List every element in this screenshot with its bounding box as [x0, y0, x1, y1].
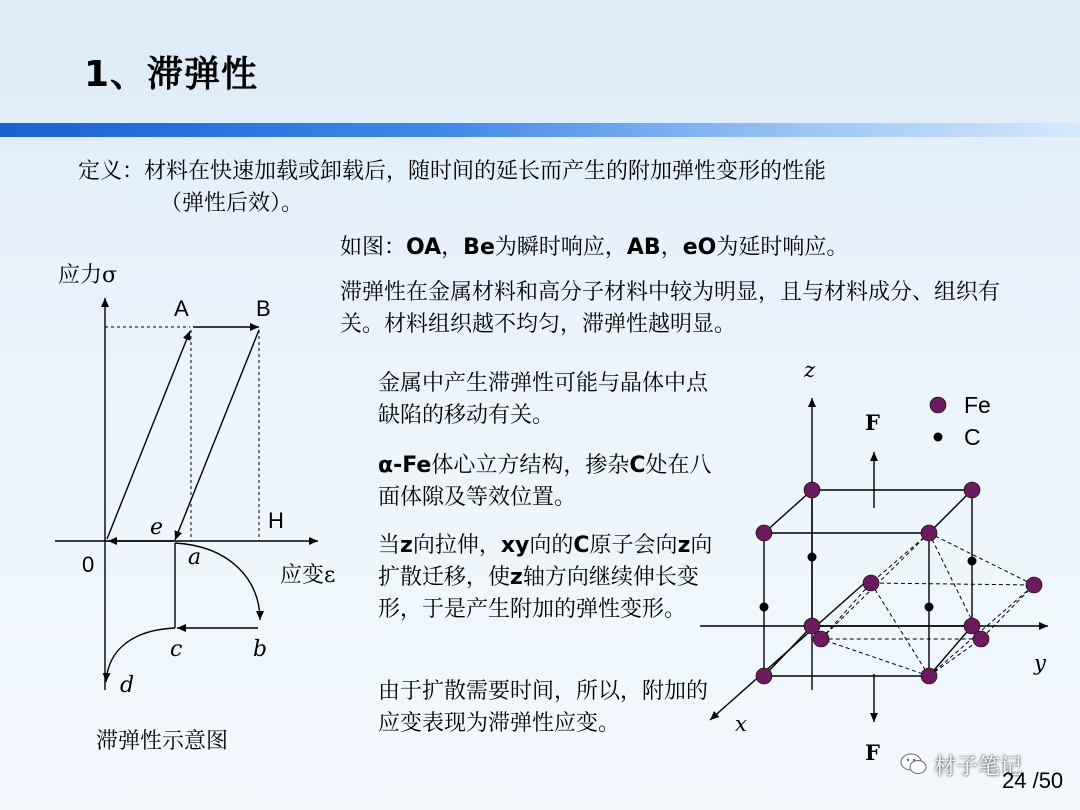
paragraph-response: 如图：OA，Be为瞬时响应，AB，eO为延时响应。 — [340, 235, 849, 260]
cube-back-face — [812, 490, 972, 626]
point-b-label: b — [253, 637, 268, 662]
diagram-caption: 滞弹性示意图 — [96, 729, 229, 754]
paragraph-alpha-fe: α-Fe体心立方结构，掺杂C处在八面体隙及等效位置。 — [378, 453, 712, 510]
paragraph-conclusion: 由于扩散需要时间，所以，附加的应变表现为滞弹性应变。 — [378, 679, 709, 736]
paragraph-diffusion: 当z向拉伸，xy向的C原子会向z向扩散迁移，使z轴方向继续伸长变形，于是产生附加的弹性变形。 — [378, 533, 713, 622]
wechat-icon — [900, 752, 928, 776]
cube-front-face — [764, 533, 929, 676]
stress-strain-labels — [58, 263, 335, 698]
legend-fe-label: Fe — [964, 392, 991, 418]
watermark-text: 材子笔记 — [934, 755, 1023, 780]
point-c-label: c — [170, 637, 183, 662]
crystal-legend — [930, 392, 991, 450]
point-B-label: B — [256, 296, 271, 321]
curve-cd — [106, 628, 175, 682]
y-axis-label: y — [1034, 651, 1046, 675]
x-axis-label: x — [735, 712, 747, 736]
z-axis-label: z — [804, 358, 816, 382]
force-top-label: F — [865, 410, 880, 435]
paragraph-materials: 滞弹性在金属材料和高分子材料中较为明显，且与材料成分、组织有关。材料组织越不均匀，滞弹性越明显。 — [340, 280, 1001, 337]
legend-fe-dot — [930, 397, 946, 413]
origin-label: 0 — [82, 552, 95, 577]
stress-axis-label: 应力σ — [58, 263, 118, 288]
slide-title: 1、滞弹性 — [84, 54, 259, 95]
point-d-label: d — [120, 673, 135, 698]
segment-OA — [107, 331, 190, 539]
crystal-labels — [735, 358, 1047, 765]
segment-Be — [175, 330, 259, 540]
point-e-label: e — [150, 515, 164, 540]
page-number: 24 /50 — [1002, 768, 1064, 793]
definition-line-1: 定义：材料在快速加载或卸载后，随时间的延长而产生的附加弹性变形的性能 — [78, 159, 827, 184]
fe-atoms — [756, 482, 1042, 684]
legend-c-label: C — [964, 424, 981, 450]
force-bottom-label: F — [865, 740, 880, 765]
legend-c-dot — [934, 433, 943, 442]
strain-axis-label: 应变ε — [280, 563, 336, 588]
paragraph-point-defects: 金属中产生滞弹性可能与晶体中点缺陷的移动有关。 — [378, 371, 709, 428]
stress-strain-diagram — [55, 298, 318, 690]
definition-line-2: （弹性后效）。 — [160, 191, 304, 216]
point-H-label: H — [268, 508, 284, 533]
crystal-diagram — [700, 398, 1048, 722]
point-a-label: a — [188, 545, 202, 570]
point-A-label: A — [174, 296, 189, 321]
